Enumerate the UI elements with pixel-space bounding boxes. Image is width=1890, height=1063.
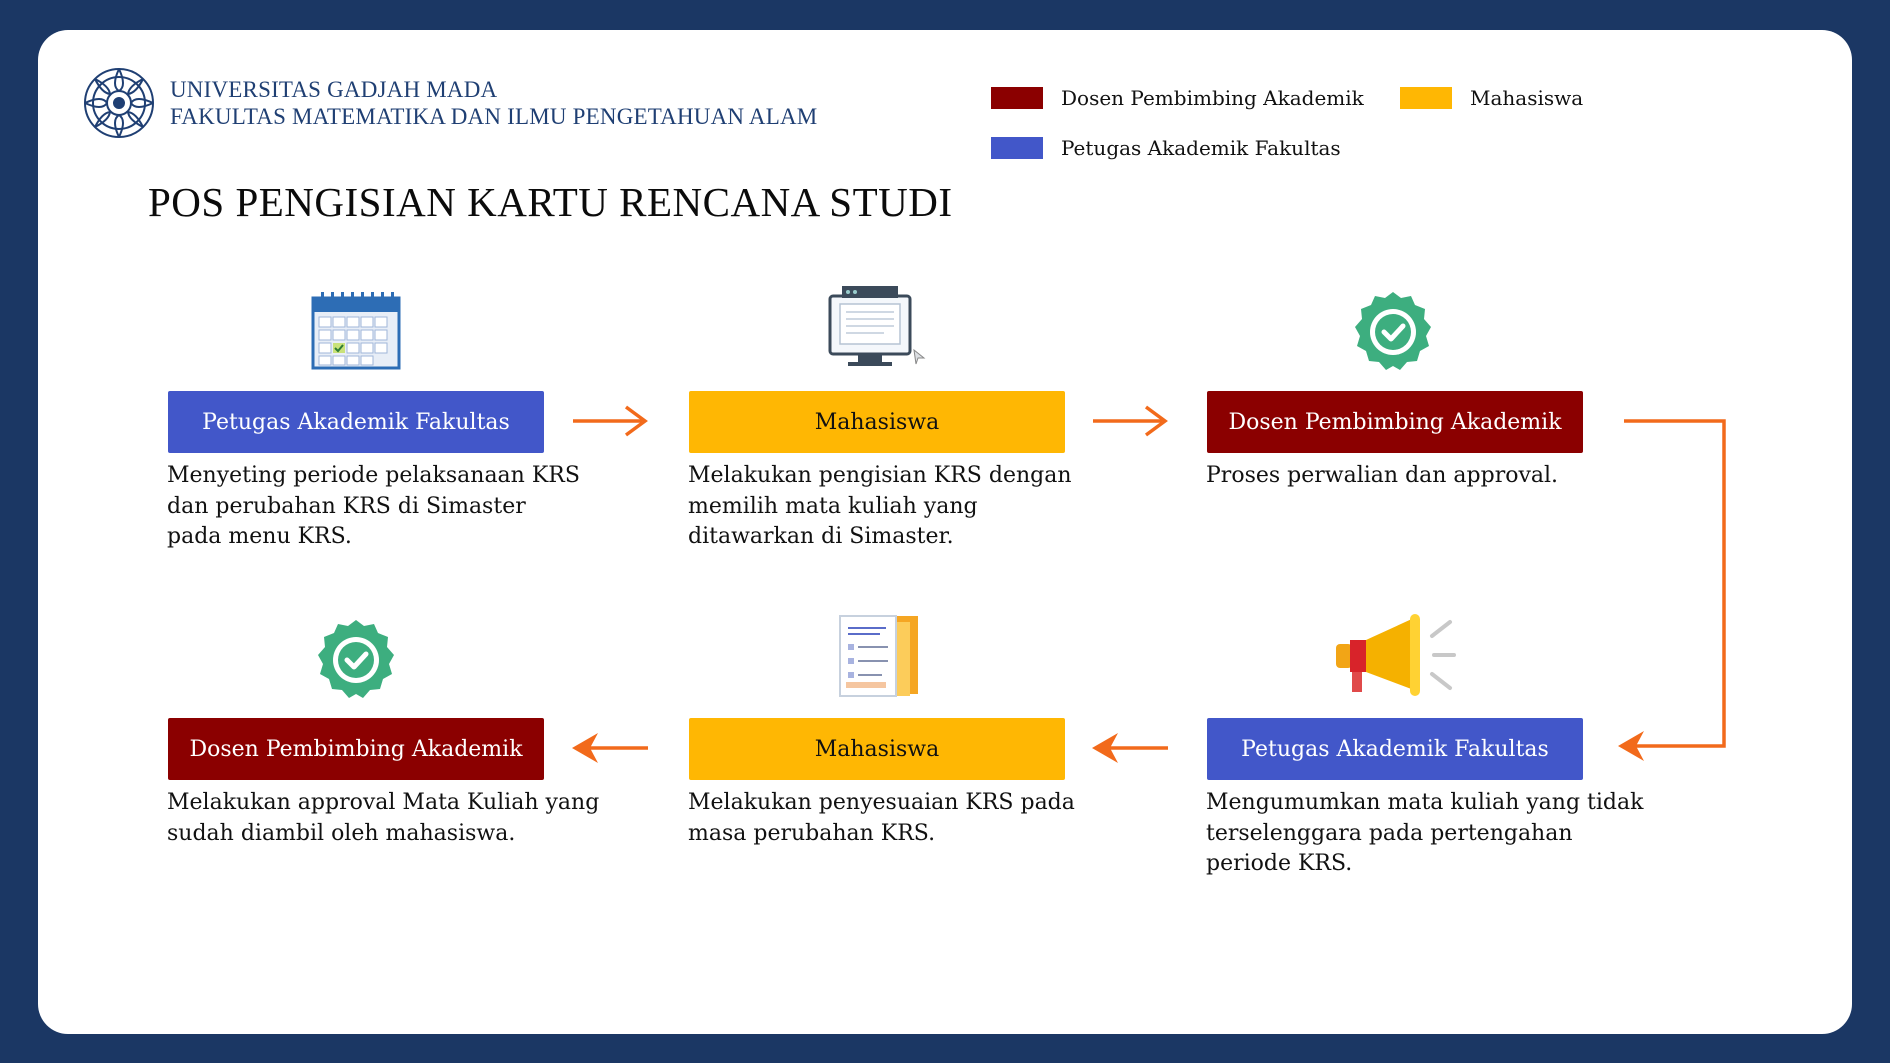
step-6-description: Melakukan approval Mata Kuliah yang sudah diambil oleh mahasiswa. [167,790,600,846]
arrow-step3-to-step4 [1624,421,1724,746]
step-6-role: Dosen Pembimbing Akademik [168,718,544,780]
legend-label-petugas: Petugas Akademik Fakultas [1061,136,1341,160]
step-4-role: Petugas Akademik Fakultas [1207,718,1583,780]
university-name: UNIVERSITAS GADJAH MADA [170,77,498,102]
step-2-role: Mahasiswa [689,391,1065,453]
step-5-role: Mahasiswa [689,718,1065,780]
legend-label-dosen: Dosen Pembimbing Akademik [1061,86,1364,110]
faculty-name: FAKULTAS MATEMATIKA DAN ILMU PENGETAHUAN ALAM [170,104,818,129]
step-1-description: Menyeting periode pelaksanaan KRS dan perubahan KRS di Simaster pada menu KRS. [167,463,580,549]
step-3-role: Dosen Pembimbing Akademik [1207,391,1583,453]
legend-label-mahasiswa: Mahasiswa [1470,86,1584,110]
step-4-description: Mengumumkan mata kuliah yang tidak terselenggara pada pertengahan periode KRS. [1206,790,1644,876]
step-2-description: Melakukan pengisian KRS dengan memilih mata kuliah yang ditawarkan di Simaster. [688,463,1072,549]
arrow-step1-to-step2 [573,407,645,435]
step-5-description: Melakukan penyesuaian KRS pada masa perubahan KRS. [688,790,1075,846]
step-3-description: Proses perwalian dan approval. [1206,463,1559,488]
arrow-step2-to-step3 [1093,407,1165,435]
step-1-role: Petugas Akademik Fakultas [168,391,544,453]
page-title: POS PENGISIAN KARTU RENCANA STUDI [148,179,953,225]
